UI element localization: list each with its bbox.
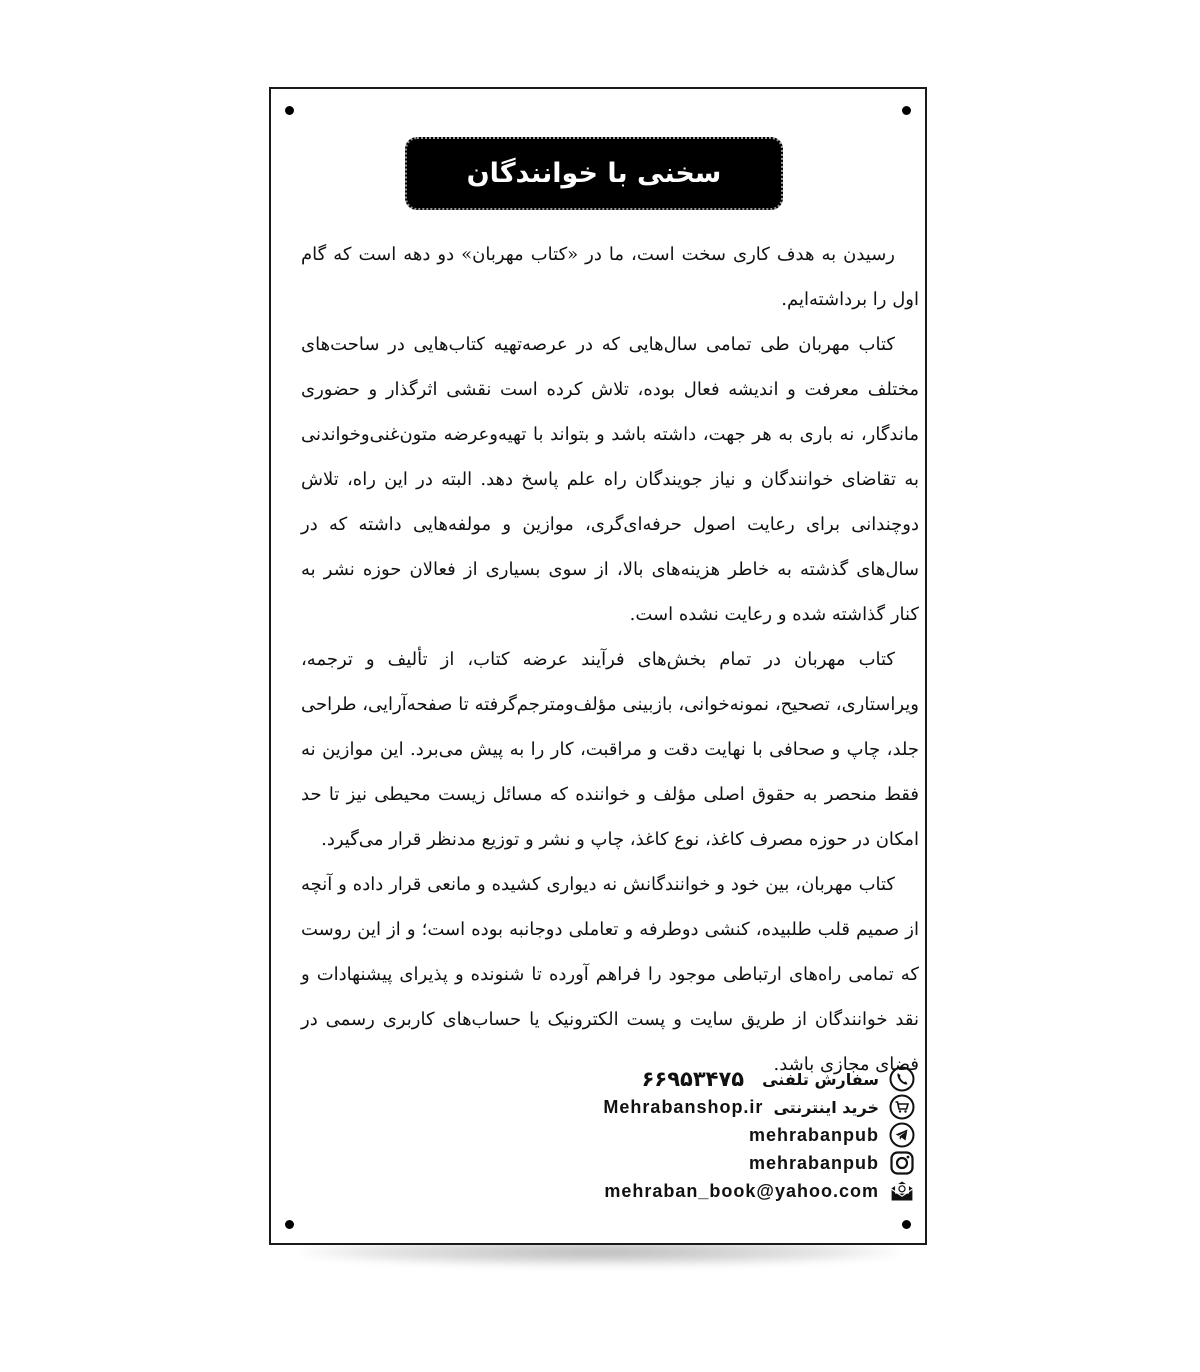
shop-website-link[interactable]: Mehrabanshop.ir xyxy=(603,1096,764,1117)
telegram-handle[interactable]: mehrabanpub xyxy=(748,1124,879,1145)
contact-email-row xyxy=(495,1177,915,1205)
paragraph-3: کتاب مهربان در تمام بخش‌های فرآیند عرضه کتاب، از تألیف و ترجمه، ویراستاری، تصحیح، نمونه‌خوانی، بازبینی مؤلف‌ومترجم‌گرفته تا صفحه‌آرایی، طراحی جلد، چاپ و صحافی با نهایت دقت و مراقبت، کار را به پیش می‌برد. این موازین نه فقط منحصر به حقوق اصلی مؤلف و خواننده که مسائل زیست محیطی نیز تا حد امکان در حوزه مصرف کاغذ، نوع کاغذ، چاپ و نشر و توزیع مدنظر قرار می‌گیرد. xyxy=(301,649,919,850)
phone-number[interactable]: ۶۶۹۵۳۴۷۵ xyxy=(641,1067,745,1091)
corner-dot-bottom-right xyxy=(902,1220,911,1229)
paragraph-1: رسیدن به هدف کاری سخت است، ما در «کتاب مهربان» دو دهه است که گام اول را برداشته‌ایم. xyxy=(301,244,919,310)
telegram-icon xyxy=(889,1122,915,1148)
contact-phone-row xyxy=(495,1065,915,1093)
paragraph-2: کتاب مهربان طی تمامی سال‌هایی که در عرصه‌تهیه کتاب‌هایی در ساحت‌های مختلف معرفت و اندیشه فعال بوده، تلاش کرده است نقشی اثرگذار و حضوری ماندگار، نه باری به هر جهت، داشته باشد و بتواند با تهیه‌وعرضه متون‌غنی‌وخواندنی به تقاضای خوانندگان و نیاز جویندگان راه علم پاسخ دهد. البته در این راه، تلاش دوچندانی برای رعایت اصول حرفه‌ای‌گری، موازین و مولفه‌هایی داشته که در سال‌های گذشته به خاطر هزینه‌های بالا، از سوی بسیاری از فعالان حوزه نشر به کنار گذاشته شده و رعایت نشده است. xyxy=(301,334,919,625)
contact-list xyxy=(495,1065,915,1205)
contact-shop-row xyxy=(495,1093,915,1121)
corner-dot-bottom-left xyxy=(285,1220,294,1229)
instagram-handle[interactable]: mehrabanpub xyxy=(748,1152,879,1173)
paragraph-4: کتاب مهربان، بین خود و خوانندگانش نه دیواری کشیده و مانعی قرار داده و آنچه از صمیم قلب طلبیده، کنشی دوطرفه و تعاملی دوجانبه بوده است؛ و از این روست که تمامی راه‌های ارتباطی موجود را فراهم آورده تا شنونده و پذیرای پیشنهادات و نقد خوانندگان از طریق سایت و پست الکترونیک یا حساب‌های کاربری رسمی در فضای مجازی باشد. xyxy=(301,874,919,1075)
email-address[interactable]: mehraban_book@yahoo.com xyxy=(604,1180,879,1201)
corner-dot-top-right xyxy=(902,106,911,115)
shopping-cart-icon xyxy=(889,1094,915,1120)
email-icon xyxy=(889,1178,915,1204)
contact-instagram-row xyxy=(495,1149,915,1177)
book-page-card xyxy=(269,87,927,1245)
phone-order-label: سفارش تلفنی xyxy=(762,1069,879,1089)
page-title: سخنی با خوانندگان xyxy=(466,158,722,189)
body-text xyxy=(301,232,919,1087)
instagram-icon xyxy=(889,1150,915,1176)
corner-dot-top-left xyxy=(285,106,294,115)
online-shop-label: خرید اینترنتی xyxy=(773,1097,879,1117)
phone-icon xyxy=(889,1066,915,1092)
title-banner xyxy=(405,137,783,210)
contact-telegram-row xyxy=(495,1121,915,1149)
